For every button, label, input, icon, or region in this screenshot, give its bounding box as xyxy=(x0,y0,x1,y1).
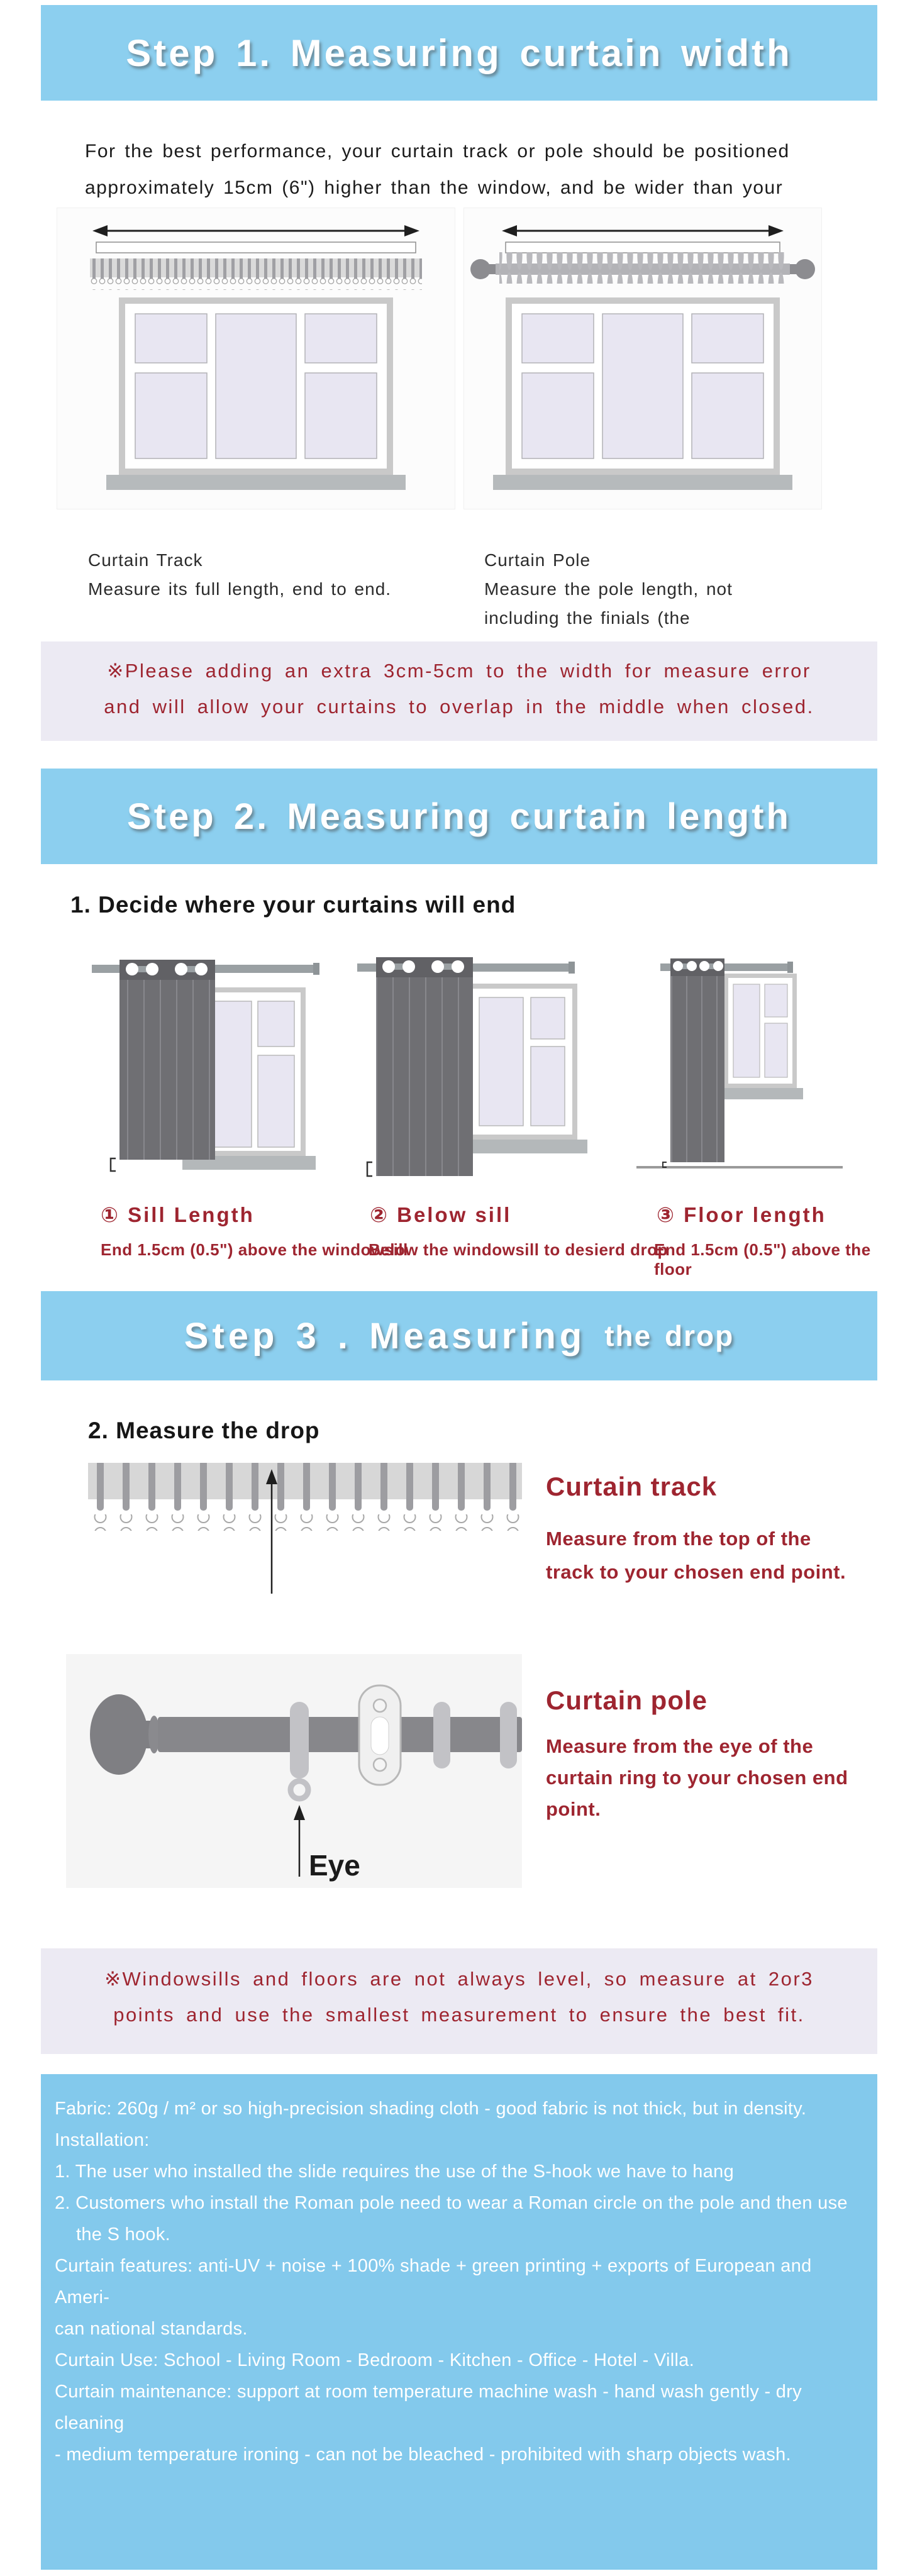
curtain-ring-with-eye xyxy=(290,1702,309,1799)
curtain-track-illustration xyxy=(90,258,422,290)
info-line: 2. Customers who install the Roman pole need to wear a Roman circle on the pole and then use xyxy=(55,2193,848,2213)
curtain-track-text xyxy=(546,1522,846,1589)
measure-end-mark xyxy=(367,1162,372,1176)
curtain-track-caption-line1: Measure its full length, end to end. xyxy=(88,579,392,599)
info-line: the S hook. xyxy=(76,2224,171,2245)
window-illustration xyxy=(106,297,406,490)
curtain-pole-text xyxy=(546,1731,848,1825)
step3-banner-main: Step 3 . Measuring xyxy=(184,1315,586,1357)
option2-label: ② Below sill xyxy=(370,1203,512,1226)
width-note xyxy=(41,641,877,741)
curtain-ring xyxy=(500,1702,517,1768)
curtain-track-text-line1: Measure from the top of the xyxy=(546,1528,811,1550)
window-illustration xyxy=(718,974,803,1099)
window-illustration xyxy=(458,984,587,1153)
measure-bracket xyxy=(96,242,416,253)
step1-banner xyxy=(41,5,877,101)
curtain-pole-text-line2: curtain ring to your chosen end xyxy=(546,1767,848,1789)
step3-banner-sub: the drop xyxy=(604,1319,735,1352)
level-note-line2: points and use the smallest measurement to ensure the best fit. xyxy=(113,2004,805,2026)
windowsill xyxy=(718,1088,803,1099)
step2-heading: 1. Decide where your curtains will end xyxy=(70,892,516,918)
intro-line-2: approximately 15cm (6") higher than the window, and be wider than your xyxy=(85,177,784,198)
measure-bracket xyxy=(506,242,780,253)
windowsill xyxy=(458,1140,587,1153)
info-line: - medium temperature ironing - can not be bleached - prohibited with sharp objects wash. xyxy=(55,2445,791,2465)
measure-end-mark xyxy=(111,1158,116,1171)
pole-drop-diagram-box xyxy=(66,1654,522,1888)
eye-measure-arrow xyxy=(294,1805,305,1877)
eye-label: Eye xyxy=(309,1849,360,1882)
curtain-illustration xyxy=(376,957,473,1176)
curtain-pole-text-line1: Measure from the eye of the xyxy=(546,1735,814,1757)
curtain-track-diagram-box xyxy=(57,208,455,509)
product-info-panel xyxy=(41,2074,877,2570)
option1-label: ① Sill Length xyxy=(101,1203,255,1226)
curtain-pole-caption-line2: including the finials (the xyxy=(484,608,691,628)
step1-intro xyxy=(85,133,790,206)
floor-length-diagram xyxy=(634,951,879,1208)
windowsill xyxy=(493,475,792,490)
curtain-track-text-line2: track to your chosen end point. xyxy=(546,1561,846,1583)
curtain-track-caption xyxy=(88,546,478,604)
info-line: Fabric: 260g / m² or so high-precision shading cloth - good fabric is not thick, but in density. xyxy=(55,2099,807,2119)
info-line: can national standards. xyxy=(55,2319,248,2339)
info-line: 1. The user who installed the slide requires the use of the S-hook we have to hang xyxy=(55,2162,734,2182)
below-sill-diagram xyxy=(352,951,597,1208)
option3-desc: End 1.5cm (0.5") above the floor xyxy=(654,1240,871,1279)
width-measure-arrow xyxy=(92,225,419,236)
intro-line-1: For the best performance, your curtain track or pole should be positioned xyxy=(85,141,790,162)
option2-desc: Below the windowsill to desierd drop xyxy=(369,1240,668,1259)
step3-banner xyxy=(41,1291,877,1380)
step2-banner xyxy=(41,769,877,864)
curtain-track-window-diagram xyxy=(57,208,455,509)
step2-banner-text: Step 2. Measuring curtain length xyxy=(127,796,791,837)
option3-label: ③ Floor length xyxy=(657,1203,826,1226)
info-line: Curtain Use: School - Living Room - Bedroom - Kitchen - Office - Hotel - Villa. xyxy=(55,2350,695,2370)
curtain-pole-caption xyxy=(484,546,874,633)
curtain-pole-caption-line1: Measure the pole length, not xyxy=(484,579,733,599)
info-line: Curtain maintenance: support at room temperature machine wash - hand wash gently - dry cleaning xyxy=(55,2382,802,2433)
track-drop-diagram xyxy=(88,1460,522,1605)
curtain-pole-title: Curtain pole xyxy=(546,1685,708,1715)
windowsill xyxy=(106,475,406,490)
window-illustration xyxy=(493,297,792,490)
curtain-pole-illustration xyxy=(470,252,815,284)
info-line: Installation: xyxy=(55,2130,150,2150)
curtain-track-title: Curtain track xyxy=(546,1472,718,1501)
pole-drop-diagram xyxy=(66,1654,522,1888)
curtain-pole-caption-title: Curtain Pole xyxy=(484,550,591,570)
curtain-track-caption-title: Curtain Track xyxy=(88,550,203,570)
width-note-line2: and will allow your curtains to overlap in the middle when closed. xyxy=(104,696,814,718)
width-measure-arrow xyxy=(502,225,784,236)
level-note-line1: ※Windowsills and floors are not always level, so measure at 2or3 xyxy=(104,1968,814,1990)
width-note-line1: ※Please adding an extra 3cm-5cm to the width for measure error xyxy=(107,660,811,682)
level-note xyxy=(41,1948,877,2054)
sill-length-diagram xyxy=(87,951,332,1208)
step1-banner-text: Step 1. Measuring curtain width xyxy=(126,31,792,74)
curtain-illustration xyxy=(119,960,215,1160)
curtain-pole-window-diagram xyxy=(464,208,821,509)
wall-bracket xyxy=(359,1685,401,1785)
curtain-pole-text-line3: point. xyxy=(546,1798,601,1820)
option1-desc: End 1.5cm (0.5") above the windowsill xyxy=(101,1240,408,1259)
step3-heading: 2. Measure the drop xyxy=(88,1418,320,1443)
info-line: Curtain features: anti-UV + noise + 100% shade + green printing + exports of European and Ameri- xyxy=(55,2256,812,2307)
curtain-ring xyxy=(433,1702,450,1768)
curtain-pole-diagram-box xyxy=(463,208,822,509)
curtain-illustration xyxy=(670,958,724,1162)
